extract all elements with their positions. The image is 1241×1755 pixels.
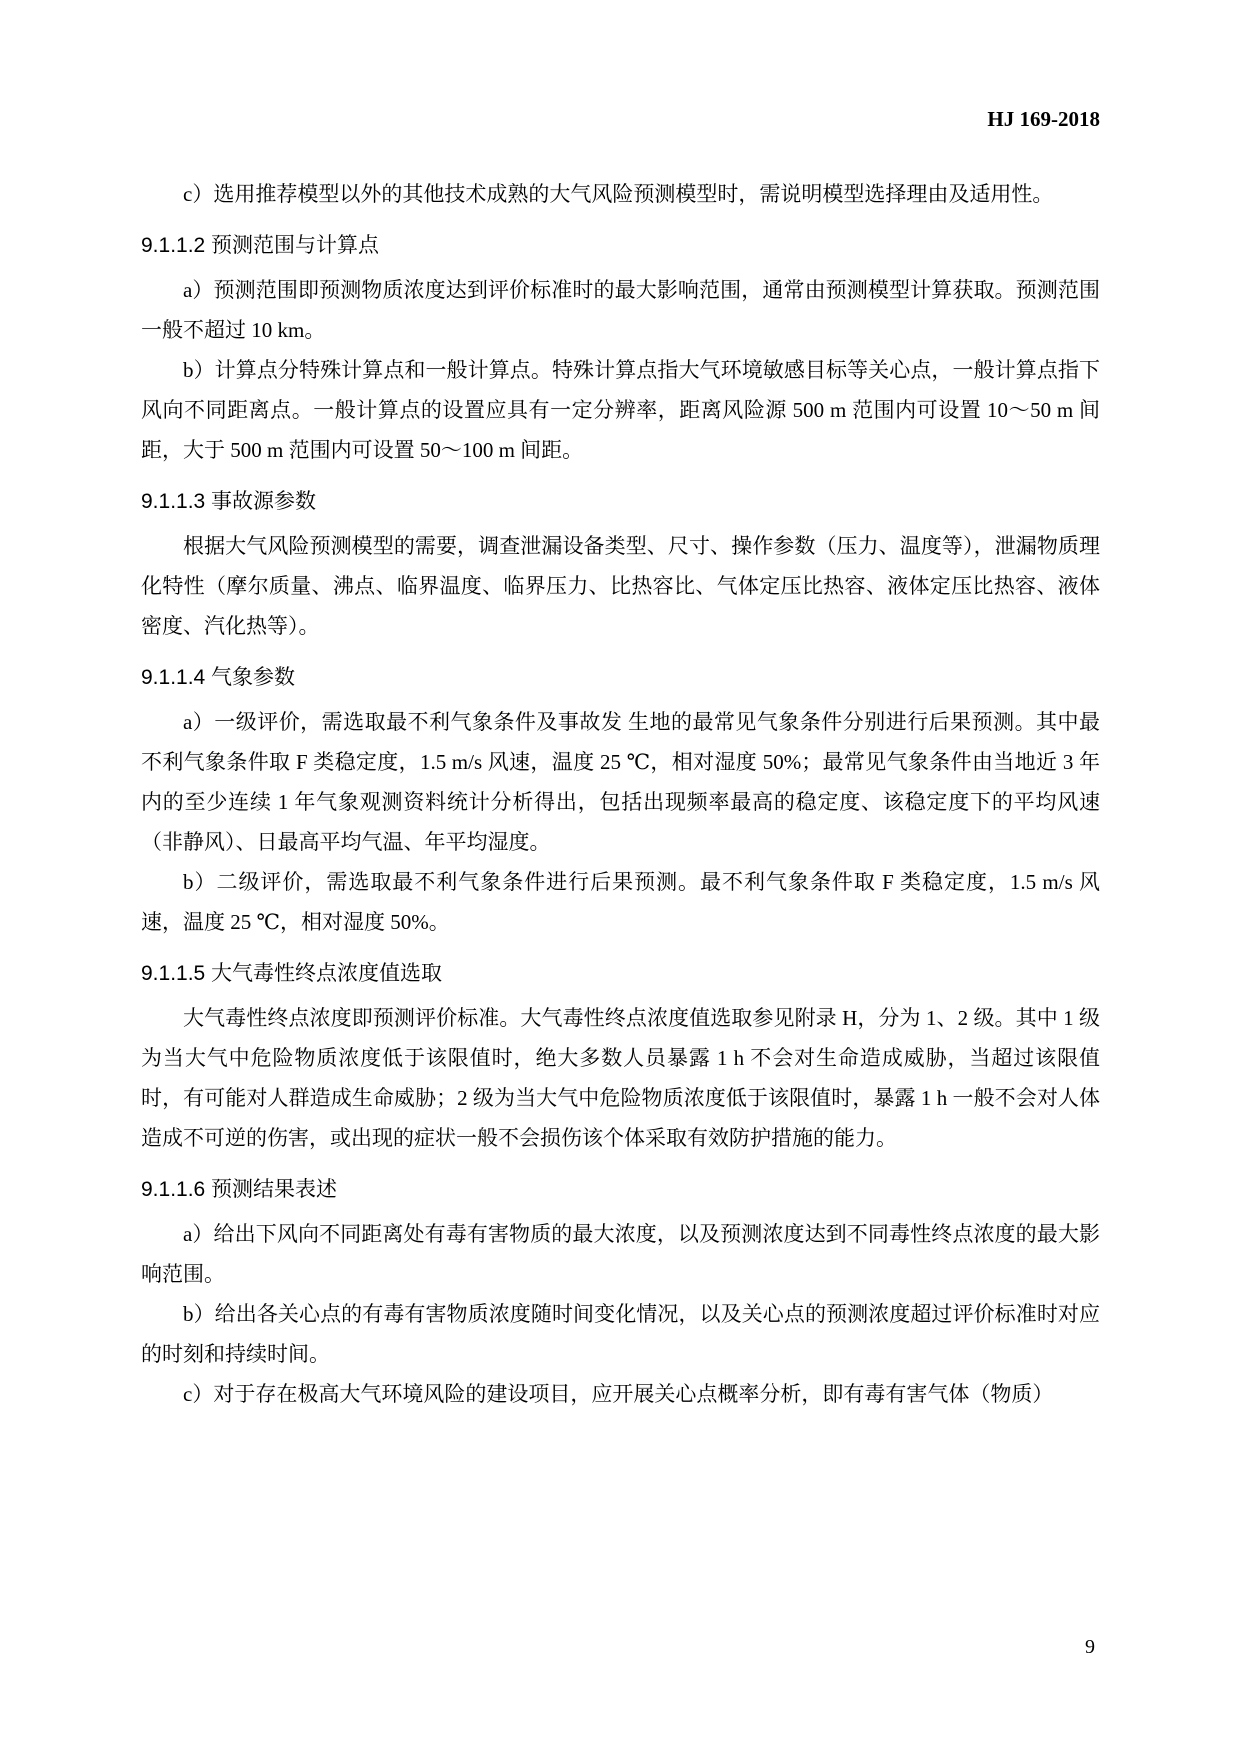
paragraph: a）给出下风向不同距离处有毒有害物质的最大浓度，以及预测浓度达到不同毒性终点浓度的最大影响范围。 xyxy=(141,1222,1100,1286)
paragraph: b）给出各关心点的有毒有害物质浓度随时间变化情况，以及关心点的预测浓度超过评价标准时对应的时刻和持续时间。 xyxy=(141,1302,1100,1366)
section-heading: 9.1.1.3 事故源参数 xyxy=(141,490,317,513)
section-heading: 9.1.1.5 大气毒性终点浓度值选取 xyxy=(141,962,443,985)
paragraph: c）对于存在极高大气环境风险的建设项目，应开展关心点概率分析，即有毒有害气体（物质） xyxy=(183,1382,1054,1406)
page-number: 9 xyxy=(1085,1636,1095,1658)
section-heading: 9.1.1.4 气象参数 xyxy=(141,666,296,689)
paragraph: c）选用推荐模型以外的其他技术成熟的大气风险预测模型时，需说明模型选择理由及适用性。 xyxy=(183,182,1054,206)
paragraph: b）计算点分特殊计算点和一般计算点。特殊计算点指大气环境敏感目标等关心点，一般计算点指下风向不同距离点。一般计算点的设置应具有一定分辨率，距离风险源 500 m 范围内可设置 10～50 m 间距，大于 500 m 范围内可设置 50～100 m 间距。 xyxy=(141,358,1100,462)
paragraph: 根据大气风险预测模型的需要，调查泄漏设备类型、尺寸、操作参数（压力、温度等），泄漏物质理化特性（摩尔质量、沸点、临界温度、临界压力、比热容比、气体定压比热容、液体定压比热容、液体密度、汽化热等）。 xyxy=(141,534,1100,638)
paragraph: b）二级评价，需选取最不利气象条件进行后果预测。最不利气象条件取 F 类稳定度，1.5 m/s 风速，温度 25 ℃，相对湿度 50%。 xyxy=(141,870,1100,934)
paragraph: 大气毒性终点浓度即预测评价标准。大气毒性终点浓度值选取参见附录 H，分为 1、2 级。其中 1 级为当大气中危险物质浓度低于该限值时，绝大多数人员暴露 1 h 不会对生命造成威胁，当超过该限值时，有可能对人群造成生命威胁；2 级为当大气中危险物质浓度低于该限值时，暴露 1 h 一般不会对人体造成不可逆的伤害，或出现的症状一般不会损伤该个体采取有效防护措施的能力。 xyxy=(141,1006,1100,1150)
section-heading: 9.1.1.6 预测结果表述 xyxy=(141,1178,338,1201)
doc-number: HJ 169-2018 xyxy=(987,107,1100,131)
paragraph: a）预测范围即预测物质浓度达到评价标准时的最大影响范围，通常由预测模型计算获取。预测范围一般不超过 10 km。 xyxy=(141,278,1100,342)
paragraph: a）一级评价，需选取最不利气象条件及事故发 生地的最常见气象条件分别进行后果预测。其中最不利气象条件取 F 类稳定度，1.5 m/s 风速，温度 25 ℃，相对湿度 50%；最常见气象条件由当地近 3 年内的至少连续 1 年气象观测资料统计分析得出，包括出现频率最高的稳定度、该稳定度下的平均风速（非静风）、日最高平均气温、年平均湿度。 xyxy=(141,710,1100,854)
section-heading: 9.1.1.2 预测范围与计算点 xyxy=(141,234,380,257)
document-body xyxy=(141,174,1100,1414)
